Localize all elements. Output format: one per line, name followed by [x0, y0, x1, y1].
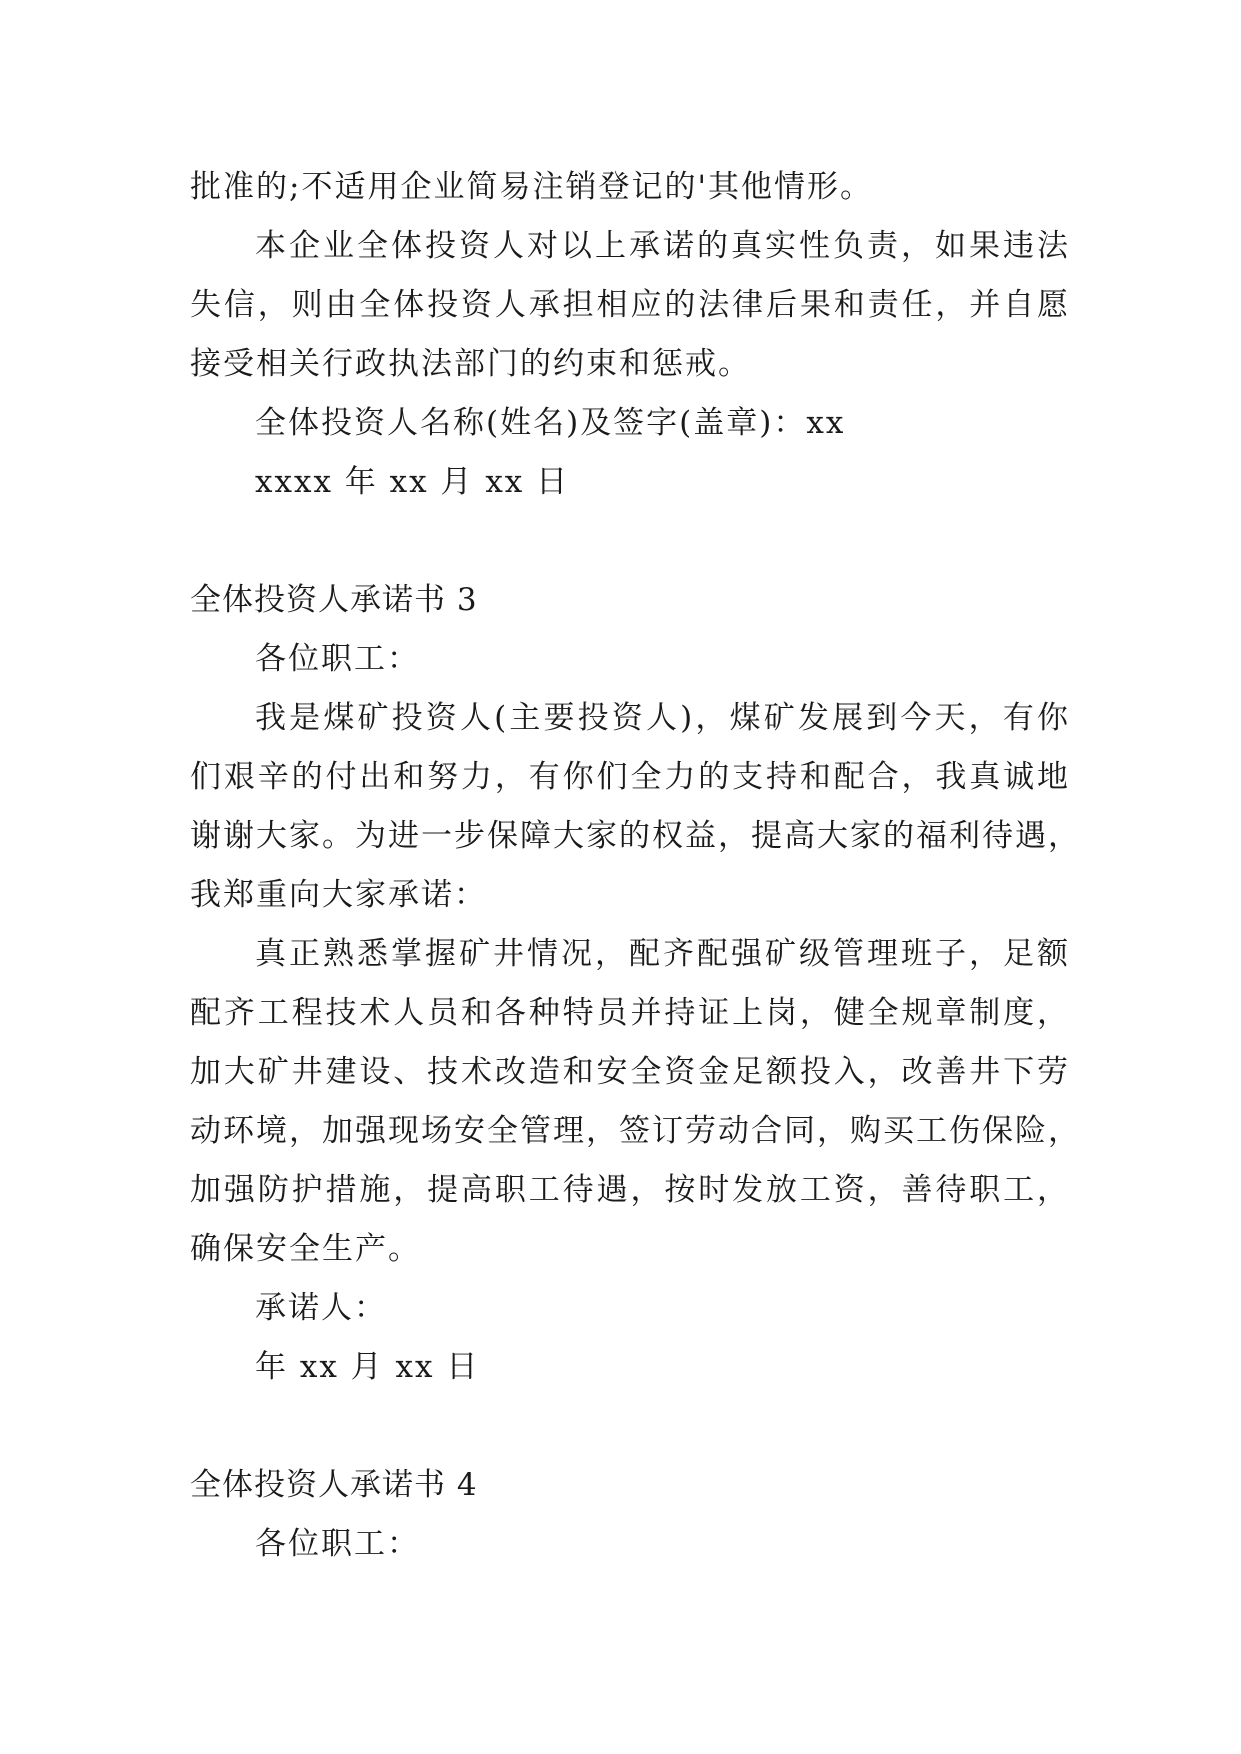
text-line: 批准的;不适用企业简易注销登记的'其他情形。: [190, 169, 873, 205]
document-page: [190, 158, 1081, 1574]
date-line: xxxx 年 xx 月 xx 日: [255, 464, 570, 500]
section-title: 全体投资人承诺书 4: [190, 1467, 478, 1503]
text-line: 加强防护措施，提高职工待遇，按时发放工资，善待职工，: [190, 1172, 1070, 1208]
date-line: 年 xx 月 xx 日: [255, 1349, 480, 1385]
text-line: 们艰辛的付出和努力，有你们全力的支持和配合，我真诚地: [190, 759, 1070, 795]
signer-line: 承诺人：: [255, 1290, 387, 1326]
text-line: 谢谢大家。为进一步保障大家的权益，提高大家的福利待遇，: [190, 818, 1081, 854]
text-line: 配齐工程技术人员和各种特员并持证上岗，健全规章制度，: [190, 995, 1070, 1031]
greeting: 各位职工：: [255, 641, 420, 677]
text-line: 失信，则由全体投资人承担相应的法律后果和责任，并自愿: [190, 287, 1070, 323]
text-line: 本企业全体投资人对以上承诺的真实性负责，如果违法: [255, 228, 1070, 264]
text-line: 加大矿井建设、技术改造和安全资金足额投入，改善井下劳: [190, 1054, 1070, 1090]
signature-line: 全体投资人名称(姓名)及签字(盖章)：xx: [255, 405, 846, 441]
text-line: 真正熟悉掌握矿井情况，配齐配强矿级管理班子，足额: [255, 936, 1070, 972]
text-line: 动环境，加强现场安全管理，签订劳动合同，购买工伤保险，: [190, 1113, 1081, 1149]
text-line: 我郑重向大家承诺：: [190, 877, 487, 913]
section-title: 全体投资人承诺书 3: [190, 582, 478, 618]
text-line: 确保安全生产。: [190, 1231, 421, 1267]
text-line: 我是煤矿投资人(主要投资人)，煤矿发展到今天，有你: [255, 700, 1070, 736]
greeting: 各位职工：: [255, 1526, 420, 1562]
text-line: 接受相关行政执法部门的约束和惩戒。: [190, 346, 751, 382]
